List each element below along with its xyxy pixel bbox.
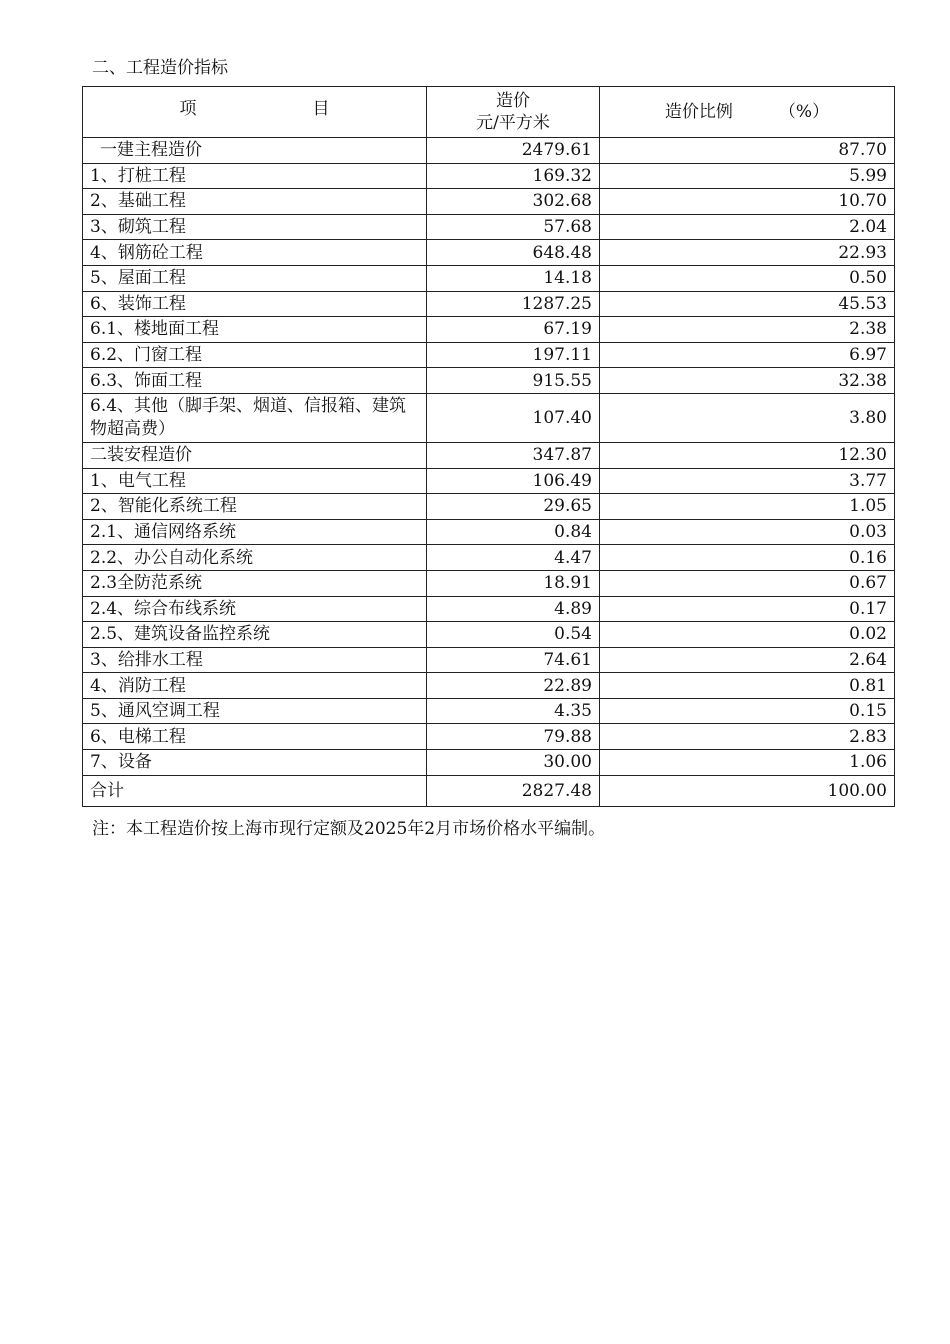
table-row <box>83 647 895 673</box>
table-row <box>83 494 895 520</box>
row-cost: 197.11 <box>427 342 600 368</box>
total-cost: 2827.48 <box>427 775 600 806</box>
row-ratio: 3.77 <box>600 468 895 494</box>
row-name: 6.1、楼地面工程 <box>83 317 427 343</box>
row-cost: 2479.61 <box>427 138 600 164</box>
table-row <box>83 291 895 317</box>
row-cost: 169.32 <box>427 163 600 189</box>
row-name: 6.2、门窗工程 <box>83 342 427 368</box>
row-ratio: 87.70 <box>600 138 895 164</box>
table-row <box>83 317 895 343</box>
row-cost: 0.54 <box>427 622 600 648</box>
row-cost: 57.68 <box>427 214 600 240</box>
row-ratio: 1.06 <box>600 750 895 776</box>
header-item-a: 项 <box>179 99 197 119</box>
row-ratio: 0.02 <box>600 622 895 648</box>
row-cost: 4.47 <box>427 545 600 571</box>
row-name: 2、智能化系统工程 <box>83 494 427 520</box>
row-name: 一建主程造价 <box>83 138 427 164</box>
row-name: 7、设备 <box>83 750 427 776</box>
table-row <box>83 545 895 571</box>
section-title: 二、工程造价指标 <box>92 58 228 78</box>
row-cost: 14.18 <box>427 265 600 291</box>
table-row <box>83 468 895 494</box>
row-name: 4、消防工程 <box>83 673 427 699</box>
row-name: 6、电梯工程 <box>83 724 427 750</box>
row-name: 2.5、建筑设备监控系统 <box>83 622 427 648</box>
row-ratio: 22.93 <box>600 240 895 266</box>
table-row <box>83 724 895 750</box>
row-ratio: 2.83 <box>600 724 895 750</box>
row-cost: 74.61 <box>427 647 600 673</box>
row-name: 2.4、综合布线系统 <box>83 596 427 622</box>
row-name: 3、砌筑工程 <box>83 214 427 240</box>
table-row <box>83 393 895 442</box>
row-ratio: 32.38 <box>600 368 895 394</box>
table-row <box>83 342 895 368</box>
table-row <box>83 214 895 240</box>
row-ratio: 0.81 <box>600 673 895 699</box>
row-cost: 79.88 <box>427 724 600 750</box>
row-name: 2、基础工程 <box>83 189 427 215</box>
row-ratio: 1.05 <box>600 494 895 520</box>
row-ratio: 45.53 <box>600 291 895 317</box>
row-cost: 107.40 <box>427 393 600 442</box>
row-cost: 4.89 <box>427 596 600 622</box>
row-name: 6.3、饰面工程 <box>83 368 427 394</box>
row-ratio: 12.30 <box>600 442 895 468</box>
footnote: 注：本工程造价按上海市现行定额及2025年2月市场价格水平编制。 <box>92 819 606 839</box>
row-cost: 648.48 <box>427 240 600 266</box>
header-cost-label: 造价 <box>496 91 530 111</box>
table-row <box>83 138 895 164</box>
header-cost <box>427 87 600 138</box>
table-row <box>83 240 895 266</box>
row-cost: 0.84 <box>427 519 600 545</box>
row-cost: 67.19 <box>427 317 600 343</box>
row-name: 2.1、通信网络系统 <box>83 519 427 545</box>
row-ratio: 0.67 <box>600 570 895 596</box>
header-ratio-unit: （%） <box>778 102 830 122</box>
table-row <box>83 519 895 545</box>
row-ratio: 10.70 <box>600 189 895 215</box>
table-row <box>83 163 895 189</box>
row-cost: 106.49 <box>427 468 600 494</box>
header-cost-unit: 元/平方米 <box>476 113 550 133</box>
table-row <box>83 698 895 724</box>
row-ratio: 5.99 <box>600 163 895 189</box>
row-ratio: 3.80 <box>600 393 895 442</box>
row-name: 1、打桩工程 <box>83 163 427 189</box>
row-ratio: 0.17 <box>600 596 895 622</box>
total-label: 合计 <box>83 775 427 806</box>
row-cost: 1287.25 <box>427 291 600 317</box>
cost-index-table <box>82 86 895 807</box>
row-name: 6、装饰工程 <box>83 291 427 317</box>
row-name: 1、电气工程 <box>83 468 427 494</box>
row-name: 6.4、其他（脚手架、烟道、信报箱、建筑物超高费） <box>83 393 427 442</box>
table-row <box>83 622 895 648</box>
row-ratio: 0.16 <box>600 545 895 571</box>
table-row <box>83 189 895 215</box>
row-name: 2.2、办公自动化系统 <box>83 545 427 571</box>
row-name: 5、通风空调工程 <box>83 698 427 724</box>
row-name: 5、屋面工程 <box>83 265 427 291</box>
row-ratio: 6.97 <box>600 342 895 368</box>
row-cost: 4.35 <box>427 698 600 724</box>
header-item <box>83 87 427 138</box>
header-item-b: 目 <box>312 99 330 119</box>
table-row <box>83 750 895 776</box>
table-row <box>83 570 895 596</box>
table-total-row <box>83 775 895 806</box>
table-row <box>83 265 895 291</box>
row-ratio: 2.38 <box>600 317 895 343</box>
row-ratio: 2.64 <box>600 647 895 673</box>
row-cost: 915.55 <box>427 368 600 394</box>
row-ratio: 2.04 <box>600 214 895 240</box>
table-header-row <box>83 87 895 138</box>
row-name: 3、给排水工程 <box>83 647 427 673</box>
row-cost: 29.65 <box>427 494 600 520</box>
header-ratio <box>600 87 895 138</box>
row-ratio: 0.15 <box>600 698 895 724</box>
table-row <box>83 673 895 699</box>
row-ratio: 0.50 <box>600 265 895 291</box>
header-ratio-label: 造价比例 <box>664 102 733 122</box>
row-name: 4、钢筋砼工程 <box>83 240 427 266</box>
row-cost: 22.89 <box>427 673 600 699</box>
table-row <box>83 596 895 622</box>
row-cost: 18.91 <box>427 570 600 596</box>
table-row <box>83 368 895 394</box>
row-cost: 347.87 <box>427 442 600 468</box>
row-cost: 30.00 <box>427 750 600 776</box>
row-cost: 302.68 <box>427 189 600 215</box>
table-row <box>83 442 895 468</box>
row-name: 2.3全防范系统 <box>83 570 427 596</box>
row-name: 二装安程造价 <box>83 442 427 468</box>
row-ratio: 0.03 <box>600 519 895 545</box>
total-ratio: 100.00 <box>600 775 895 806</box>
